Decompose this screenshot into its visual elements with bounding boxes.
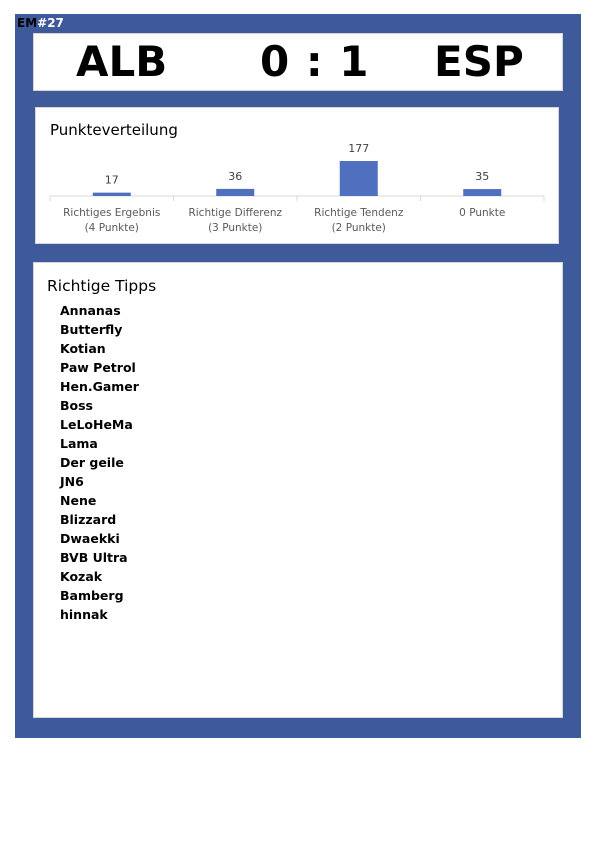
tip-name: Bamberg	[60, 588, 124, 603]
bar	[93, 193, 131, 196]
category-label: 0 Punkte	[459, 207, 506, 219]
tip-name: Der geile	[60, 455, 124, 470]
tip-name: Annanas	[60, 303, 121, 318]
category-label: (4 Punkte)	[84, 222, 139, 234]
tip-name: Kozak	[60, 569, 103, 584]
points-distribution-panel	[35, 107, 559, 244]
tips-list	[60, 301, 139, 624]
tip-name: hinnak	[60, 607, 108, 622]
points-bar-chart	[36, 108, 558, 243]
tip-name: Lama	[60, 436, 98, 451]
home-team: ALB	[76, 37, 168, 86]
bar	[463, 189, 501, 196]
tip-name: Dwaekki	[60, 531, 120, 546]
category-label: (3 Punkte)	[208, 222, 263, 234]
category-label: (2 Punkte)	[331, 222, 386, 234]
tip-name: BVB Ultra	[60, 550, 128, 565]
tip-name: Butterfly	[60, 322, 123, 337]
tip-name: JN6	[60, 474, 84, 489]
data-label: 35	[475, 170, 490, 184]
correct-tips-panel	[33, 262, 563, 718]
category-label: Richtige Tendenz	[314, 207, 404, 219]
data-label: 177	[348, 142, 370, 155]
bar	[340, 161, 378, 196]
tip-name: Boss	[60, 398, 93, 413]
match-tag	[17, 16, 64, 30]
category-label: Richtiges Ergebnis	[63, 207, 161, 219]
tip-name: Blizzard	[60, 512, 117, 527]
tip-name: Hen.Gamer	[60, 379, 139, 394]
tip-name: Nene	[60, 493, 97, 508]
bar	[216, 189, 254, 196]
tips-title: Richtige Tipps	[47, 277, 157, 295]
tag-number: #27	[37, 16, 64, 30]
away-team: ESP	[434, 37, 524, 86]
scoreboard	[33, 33, 563, 91]
data-label: 36	[228, 169, 243, 183]
category-label: Richtige Differenz	[188, 207, 283, 219]
tip-name: LeLoHeMa	[60, 417, 133, 432]
tip-name: Paw Petrol	[60, 360, 136, 375]
match-score: 0 : 1	[260, 37, 370, 86]
tip-name: Kotian	[60, 341, 106, 356]
chart-title: Punkteverteilung	[50, 121, 178, 139]
tag-prefix: EM	[17, 16, 38, 30]
data-label: 17	[104, 173, 119, 187]
